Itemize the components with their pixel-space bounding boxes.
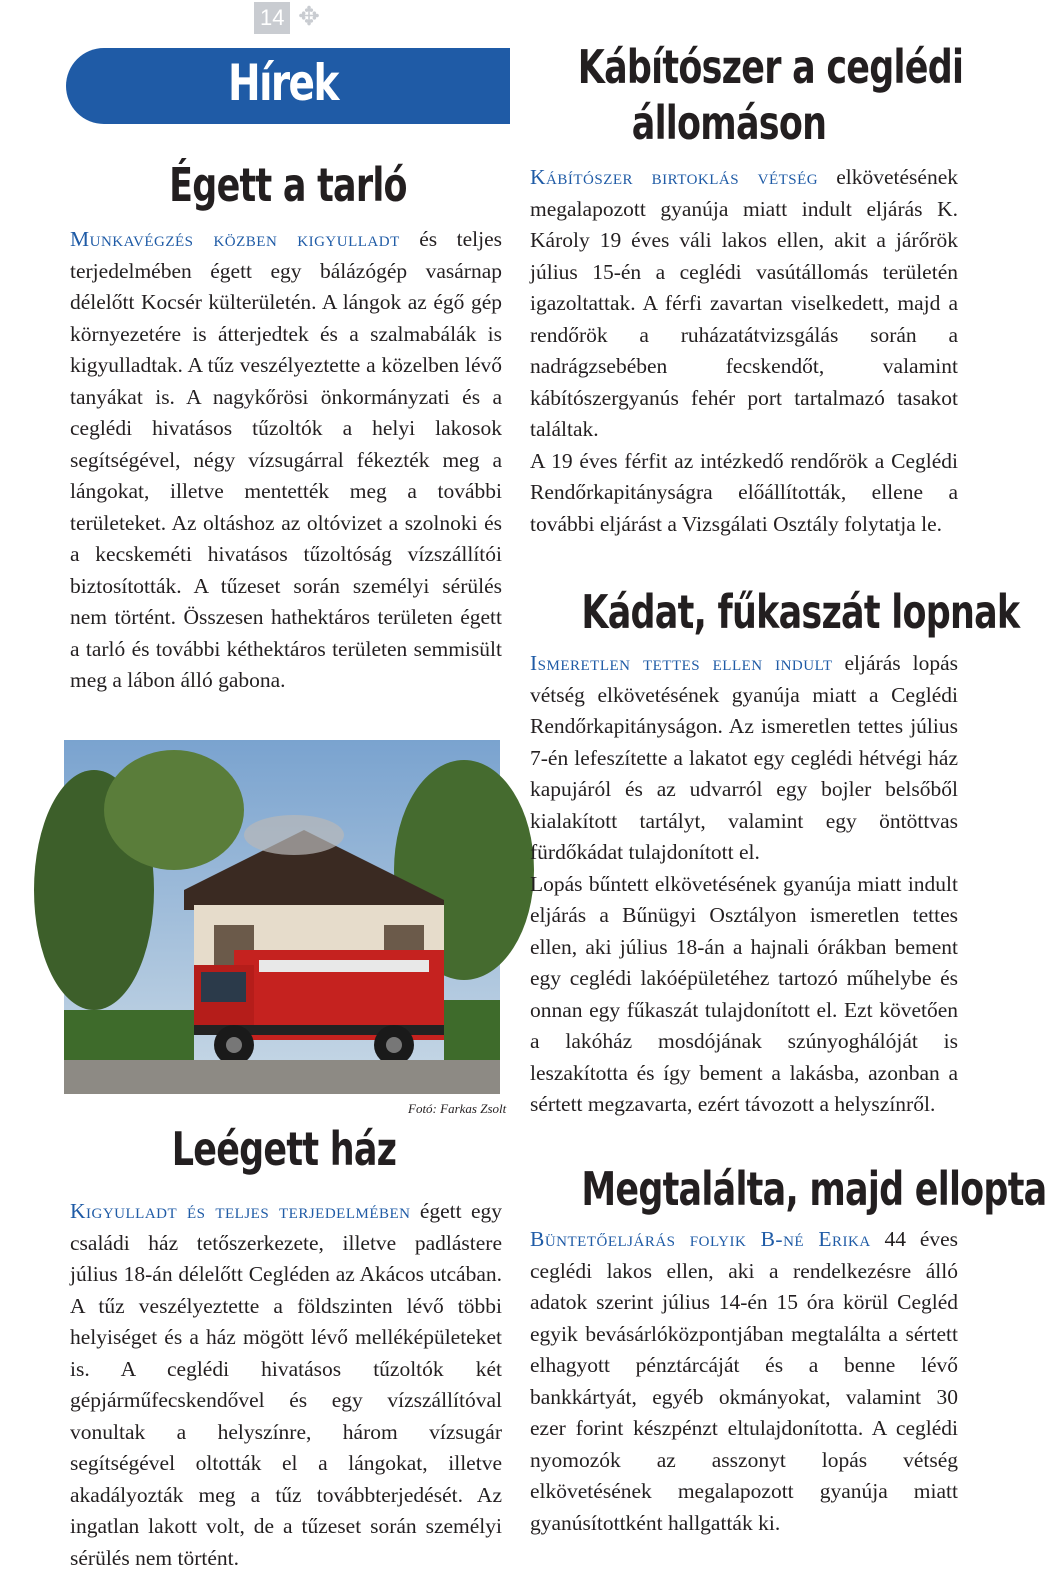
article-title-leegett-haz: Leégett ház bbox=[171, 1122, 397, 1176]
article-title-kabitoszer-2: állomáson bbox=[631, 96, 827, 150]
article-text: Lopás bűntett elkövetésének gyanúja miatt indult eljárás a Bűnügyi Osztályon ismeretlen tettes ellen, aki július 18-án a hajnali órákban bement egy ceglédi lakóépületéhez tartozó műhelybe és onnan egy fűkaszát tulajdonított el. Ezt követően a lakóház mosdójának szúnyoghálóját is leszakította és így bement a lakásba, azonban a sértett megzavarta, ezért távozott a helyszínről. bbox=[530, 871, 958, 1116]
crest-icon: ✥ bbox=[298, 2, 320, 31]
page-number: 14 bbox=[254, 2, 290, 34]
photo-illustration bbox=[64, 740, 500, 1094]
article-text: és teljes terjedelmében égett egy bálázógép vasárnap délelőtt Kocsér külterületén. A lángok az égő gép környezetére is átterjedtek és a szalmabálák is kigyulladtak. A tűz veszélyeztette a közelben lévő tanyákat is. A nagykőrösi önkormányzati és a ceglédi hivatásos tűzoltók a helyi lakosok segítségével, négy vízsugárral fékezték meg a lángokat, illetve mentették meg a további területeket. Az oltáshoz az oltóvizet a szolnoki és a kecskeméti hivatásos tűzoltóság vízszállítói biztosították. A tűzeset során személyi sérülés nem történt. Összesen hathektáros területen égett a tarló és további kéthektáros területen semmisült meg a lábon álló gabona. bbox=[70, 227, 502, 692]
article-lead: Kigyulladt és teljes terjedelmében bbox=[70, 1199, 411, 1223]
article-lead: Munkavégzés közben kigyulladt bbox=[70, 227, 400, 251]
article-body-egett-tarlo bbox=[70, 224, 502, 697]
section-banner bbox=[66, 48, 510, 124]
article-text: eljárás lopás vétség elkövetésének gyanúja miatt a Ceglédi Rendőrkapitányságon. Az ismeretlen tettes július 7-én lefeszítette a lakatot egy ceglédi hétvégi ház kapujáról és az udvarról egy bojler belsőből kialakított tartályt, valamint egy öntöttvas fürdőkádat tulajdonított el. bbox=[530, 651, 958, 864]
article-body-kabitoszer bbox=[530, 162, 958, 540]
section-title: Hírek bbox=[228, 54, 338, 112]
article-title-kabitoszer-1: Kábítószer a ceglédi bbox=[577, 40, 964, 94]
article-lead: Büntetőeljárás folyik B-né Erika bbox=[530, 1227, 871, 1251]
photo-credit: Fotó: Farkas Zsolt bbox=[408, 1101, 507, 1116]
article-title-egett-tarlo: Égett a tarló bbox=[169, 158, 407, 212]
article-text: 44 éves ceglédi lakos ellen, aki a rendelkezésre álló adatok szerint július 14-én 15 óra körül Cegléd egyik bevásárlóközpontjában megtalálta a sértett elhagyott pénztárcáját és a benne lévő bankkártyát, egyéb okmányokat, valamint 30 ezer forint készpénzt eltulajdonította. A ceglédi nyomozók az asszonyt lopás vétség elkövetésének megalapozott gyanúja miatt gyanúsítottként hallgatták ki. bbox=[530, 1227, 959, 1535]
article-text: elkövetésének megalapozott gyanúja miatt indult eljárás K. Károly 19 éves váli lakos ellen, akit a járőrök július 15-én a ceglédi vasútállomás területén igazoltattak. A férfi zavartan viselkedett, majd a rendőrök a ruházatátvizsgálás során a nadrágzsebében fecskendőt, valamint kábítószergyanús fehér port tartalmazó tasakot találtak. bbox=[530, 165, 958, 441]
article-body-kadat bbox=[530, 648, 958, 1121]
article-text: égett egy családi ház tetőszerkezete, illetve padlástere július 18-án délelőtt Cegléden az Akácos utcában. A tűz veszélyeztette a földszinten lévő többi helyiséget és a ház mögött lévő melléképületeket is. A ceglédi hivatásos tűzoltók két gépjárműfecskendővel és egy vízszállítóval vonultak a helyszínre, három vízsugár segítségével oltották el a lángokat, illetve akadályozták meg a tűz továbbterjedését. Az ingatlan lakott volt, de a tűzeset során személyi sérülés nem történt. bbox=[70, 1199, 503, 1570]
article-lead: Kábítószer birtoklás vétség bbox=[530, 165, 819, 189]
article-body-leegett-haz bbox=[70, 1196, 502, 1574]
article-text: A 19 éves férfit az intézkedő rendőrök a Ceglédi Rendőrkapitányságra előállították, ellene a további eljárást a Vizsgálati Osztály folytatja le. bbox=[530, 448, 958, 536]
article-lead: Ismeretlen tettes ellen indult bbox=[530, 651, 833, 675]
fire-truck-photo bbox=[64, 740, 500, 1094]
article-body-megtalalta bbox=[530, 1224, 958, 1539]
article-title-kadat: Kádat, fűkaszát lopnak bbox=[581, 585, 1020, 639]
article-title-megtalalta: Megtalálta, majd ellopta bbox=[581, 1162, 1047, 1216]
